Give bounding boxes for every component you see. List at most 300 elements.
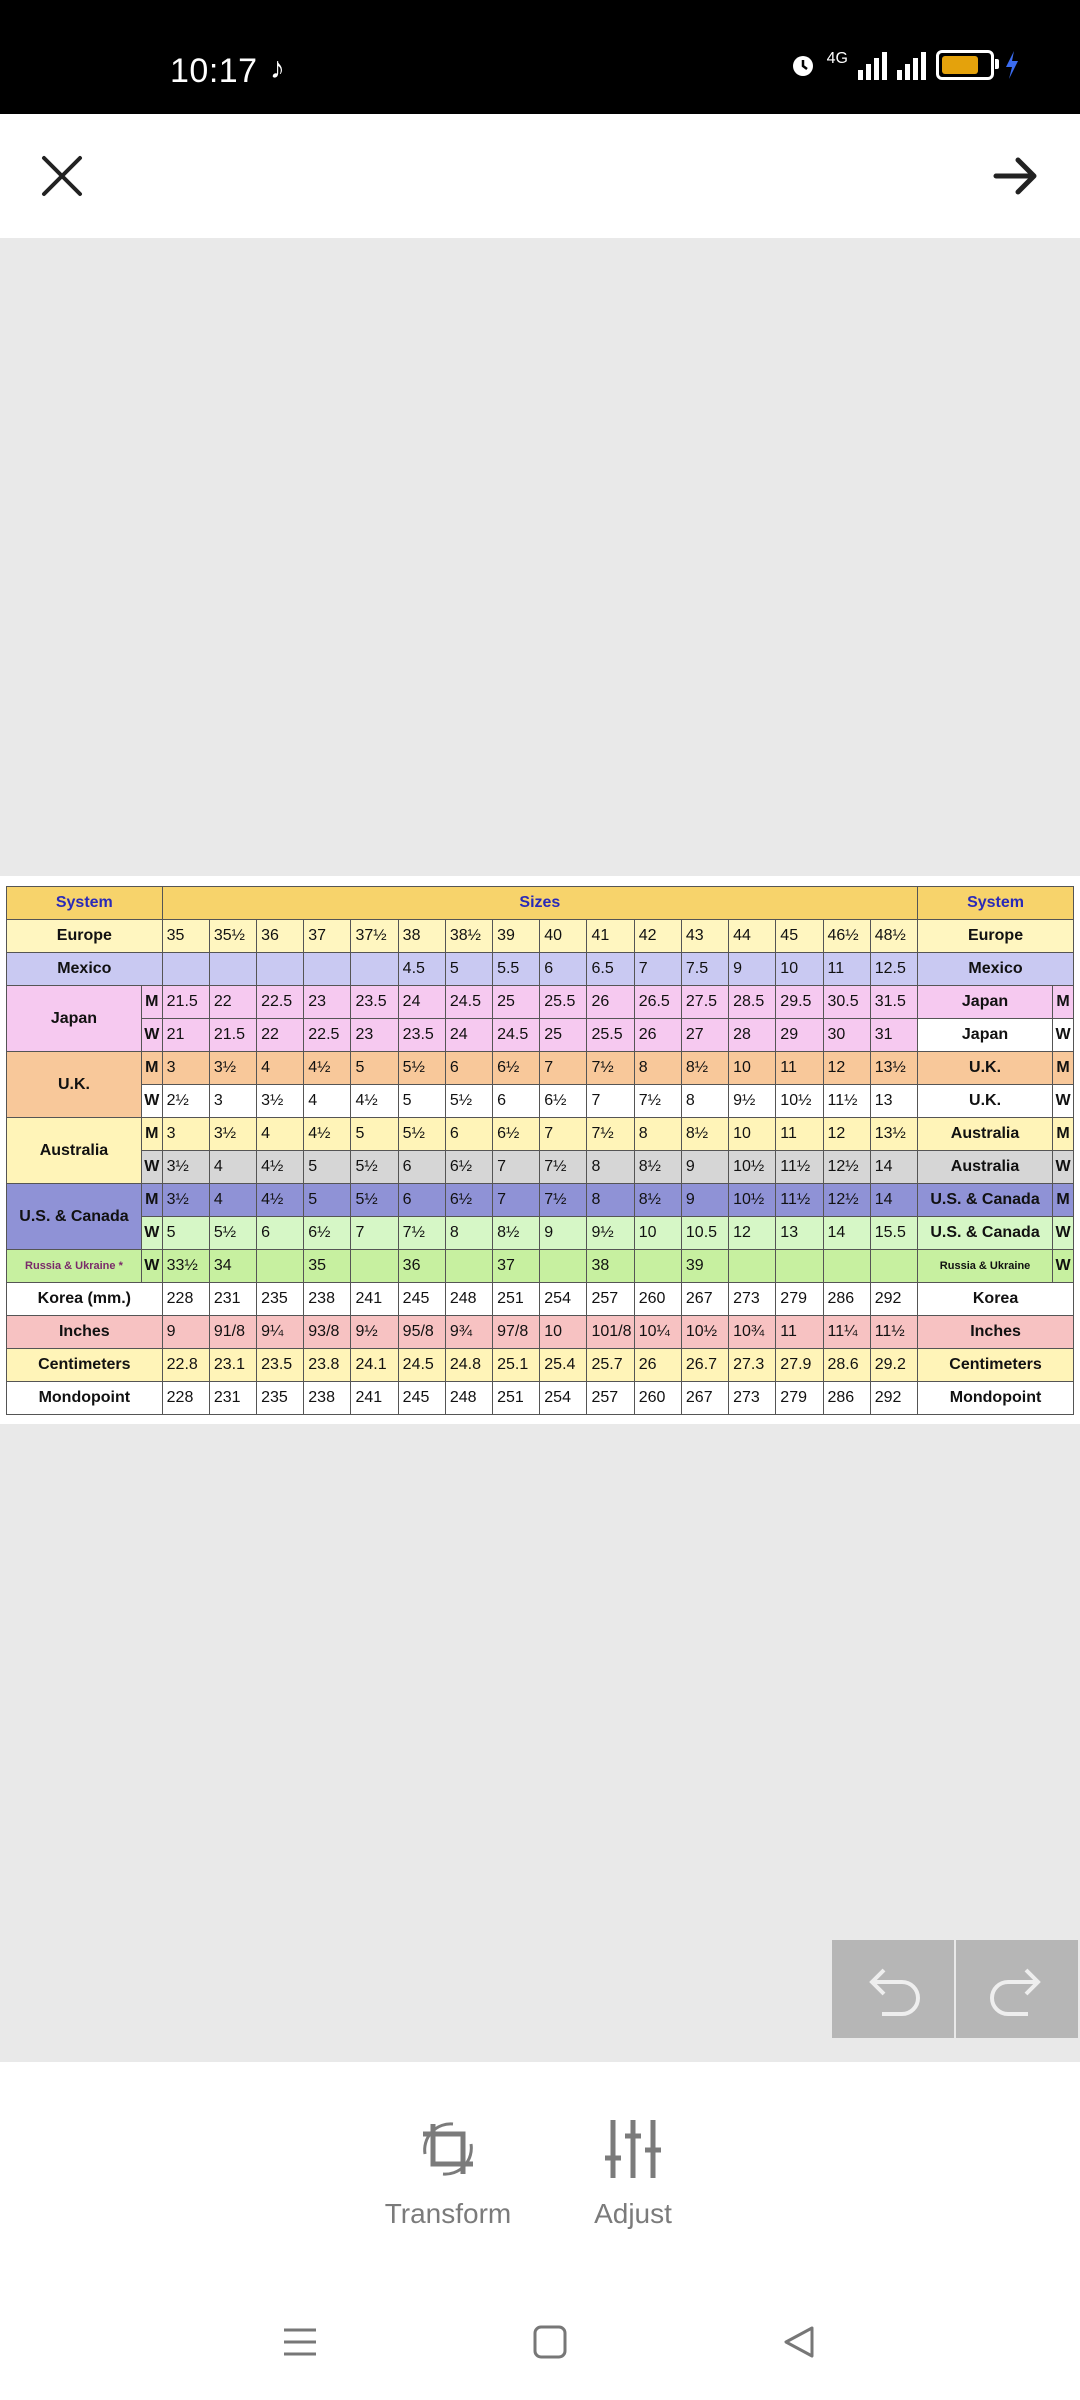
size-cell: 6.5 bbox=[587, 953, 634, 986]
size-cell: 5 bbox=[398, 1085, 445, 1118]
size-cell: 13 bbox=[776, 1217, 823, 1250]
size-cell: 22.8 bbox=[162, 1349, 209, 1382]
size-cell: 21.5 bbox=[162, 986, 209, 1019]
gender-label-right: W bbox=[1052, 1151, 1073, 1184]
crop-rotate-icon bbox=[413, 2114, 483, 2184]
size-cell: 4 bbox=[209, 1151, 256, 1184]
size-cell: 245 bbox=[398, 1283, 445, 1316]
size-cell: 29 bbox=[776, 1019, 823, 1052]
size-cell: 25.5 bbox=[587, 1019, 634, 1052]
size-cell bbox=[445, 1250, 492, 1283]
size-cell: 8½ bbox=[634, 1151, 681, 1184]
size-cell: 5 bbox=[351, 1118, 398, 1151]
back-icon[interactable] bbox=[780, 2324, 816, 2360]
size-cell: 11 bbox=[776, 1118, 823, 1151]
size-cell: 5 bbox=[304, 1184, 351, 1217]
size-cell: 7 bbox=[493, 1151, 540, 1184]
size-cell: 10½ bbox=[729, 1184, 776, 1217]
system-label-right: Russia & Ukraine bbox=[918, 1250, 1053, 1283]
size-cell: 292 bbox=[870, 1283, 917, 1316]
size-cell: 26.7 bbox=[681, 1349, 728, 1382]
size-cell: 21.5 bbox=[209, 1019, 256, 1052]
size-cell: 35½ bbox=[209, 920, 256, 953]
size-cell: 6 bbox=[398, 1184, 445, 1217]
system-label-right: Japan bbox=[918, 986, 1053, 1019]
size-cell: 39 bbox=[493, 920, 540, 953]
size-cell: 22 bbox=[257, 1019, 304, 1052]
size-cell: 6½ bbox=[493, 1118, 540, 1151]
size-cell bbox=[540, 1250, 587, 1283]
size-cell: 3½ bbox=[162, 1151, 209, 1184]
size-cell: 6 bbox=[445, 1052, 492, 1085]
system-label: Inches bbox=[7, 1316, 163, 1349]
size-cell: 251 bbox=[493, 1283, 540, 1316]
size-cell: 7.5 bbox=[681, 953, 728, 986]
size-cell: 23.8 bbox=[304, 1349, 351, 1382]
redo-button[interactable] bbox=[956, 1940, 1078, 2038]
size-cell bbox=[729, 1250, 776, 1283]
size-cell: 37 bbox=[304, 920, 351, 953]
size-cell bbox=[823, 1250, 870, 1283]
size-cell: 279 bbox=[776, 1283, 823, 1316]
system-label-right: U.S. & Canada bbox=[918, 1217, 1053, 1250]
gender-label-right: M bbox=[1052, 1052, 1073, 1085]
size-cell: 4 bbox=[304, 1085, 351, 1118]
size-cell: 8½ bbox=[493, 1217, 540, 1250]
size-cell: 8 bbox=[681, 1085, 728, 1118]
size-cell: 24.5 bbox=[398, 1349, 445, 1382]
size-row bbox=[7, 1349, 1074, 1382]
size-cell bbox=[776, 1250, 823, 1283]
size-cell: 10 bbox=[776, 953, 823, 986]
size-cell: 35 bbox=[304, 1250, 351, 1283]
system-label-right: Inches bbox=[918, 1316, 1074, 1349]
size-cell: 24.5 bbox=[445, 986, 492, 1019]
gender-label: M bbox=[141, 1052, 162, 1085]
size-cell: 27.3 bbox=[729, 1349, 776, 1382]
size-cell: 5½ bbox=[209, 1217, 256, 1250]
size-cell: 4 bbox=[209, 1184, 256, 1217]
size-row bbox=[7, 1184, 1074, 1217]
size-cell: 41 bbox=[587, 920, 634, 953]
size-cell: 33½ bbox=[162, 1250, 209, 1283]
size-cell: 97/8 bbox=[493, 1316, 540, 1349]
size-cell: 26 bbox=[634, 1349, 681, 1382]
undo-icon bbox=[832, 1940, 954, 2038]
size-cell: 23 bbox=[351, 1019, 398, 1052]
edit-toolbar bbox=[0, 2062, 1080, 2284]
size-cell: 24.1 bbox=[351, 1349, 398, 1382]
size-cell: 5½ bbox=[351, 1184, 398, 1217]
size-cell: 238 bbox=[304, 1283, 351, 1316]
size-cell: 260 bbox=[634, 1283, 681, 1316]
system-label-right: Mexico bbox=[918, 953, 1074, 986]
size-cell: 9 bbox=[540, 1217, 587, 1250]
size-cell: 231 bbox=[209, 1283, 256, 1316]
system-label-right: Australia bbox=[918, 1118, 1053, 1151]
gender-label-right: M bbox=[1052, 986, 1073, 1019]
gender-label: M bbox=[141, 986, 162, 1019]
size-cell: 9 bbox=[729, 953, 776, 986]
adjust-label: Adjust bbox=[594, 2198, 672, 2229]
size-cell: 5 bbox=[351, 1052, 398, 1085]
size-row bbox=[7, 1151, 1074, 1184]
size-cell: 12 bbox=[823, 1052, 870, 1085]
size-row bbox=[7, 1283, 1074, 1316]
size-cell: 5 bbox=[445, 953, 492, 986]
size-row bbox=[7, 1250, 1074, 1283]
size-cell: 31 bbox=[870, 1019, 917, 1052]
size-cell: 8 bbox=[587, 1151, 634, 1184]
gender-label-right: W bbox=[1052, 1019, 1073, 1052]
size-cell: 30.5 bbox=[823, 986, 870, 1019]
size-cell: 25.4 bbox=[540, 1349, 587, 1382]
size-cell: 7 bbox=[540, 1118, 587, 1151]
size-cell: 9½ bbox=[729, 1085, 776, 1118]
size-cell: 7 bbox=[540, 1052, 587, 1085]
gender-label: W bbox=[141, 1250, 162, 1283]
size-cell: 8½ bbox=[681, 1052, 728, 1085]
size-cell: 24 bbox=[398, 986, 445, 1019]
gender-label-right: W bbox=[1052, 1085, 1073, 1118]
status-icons bbox=[789, 50, 1020, 80]
size-cell: 48½ bbox=[870, 920, 917, 953]
size-row bbox=[7, 1118, 1074, 1151]
size-cell: 5.5 bbox=[493, 953, 540, 986]
size-cell: 10¼ bbox=[634, 1316, 681, 1349]
system-label-right: Korea bbox=[918, 1283, 1074, 1316]
system-label-right: U.K. bbox=[918, 1052, 1053, 1085]
size-cell: 39 bbox=[681, 1250, 728, 1283]
size-cell bbox=[162, 953, 209, 986]
size-cell: 4½ bbox=[257, 1184, 304, 1217]
size-cell: 12½ bbox=[823, 1184, 870, 1217]
size-cell: 95/8 bbox=[398, 1316, 445, 1349]
network-type-label: 4G bbox=[826, 50, 848, 67]
system-label: Australia bbox=[7, 1118, 142, 1184]
size-cell: 8 bbox=[445, 1217, 492, 1250]
size-cell: 3½ bbox=[209, 1118, 256, 1151]
size-cell bbox=[351, 953, 398, 986]
size-cell: 10½ bbox=[729, 1151, 776, 1184]
gender-label-right: M bbox=[1052, 1118, 1073, 1151]
size-cell: 25.1 bbox=[493, 1349, 540, 1382]
size-row bbox=[7, 1316, 1074, 1349]
size-cell: 42 bbox=[634, 920, 681, 953]
header-system-left: System bbox=[7, 887, 163, 920]
size-cell: 12½ bbox=[823, 1151, 870, 1184]
status-bar bbox=[0, 0, 1080, 114]
size-cell: 3½ bbox=[162, 1184, 209, 1217]
size-cell: 10½ bbox=[681, 1316, 728, 1349]
size-cell: 6½ bbox=[445, 1151, 492, 1184]
signal-icon-1 bbox=[858, 50, 887, 80]
system-label-right: Centimeters bbox=[918, 1349, 1074, 1382]
size-cell: 248 bbox=[445, 1283, 492, 1316]
size-cell: 11 bbox=[776, 1316, 823, 1349]
size-cell: 4½ bbox=[304, 1118, 351, 1151]
size-cell: 286 bbox=[823, 1382, 870, 1415]
gender-label: W bbox=[141, 1217, 162, 1250]
size-cell: 8½ bbox=[681, 1118, 728, 1151]
size-cell: 25.5 bbox=[540, 986, 587, 1019]
size-cell: 7½ bbox=[540, 1184, 587, 1217]
shoe-size-chart bbox=[6, 886, 1074, 1415]
gender-label-right: W bbox=[1052, 1250, 1073, 1283]
status-time: 10:17 bbox=[170, 52, 258, 90]
transform-tool[interactable] bbox=[368, 2114, 528, 2230]
size-cell: 245 bbox=[398, 1382, 445, 1415]
size-row bbox=[7, 1052, 1074, 1085]
size-cell: 40 bbox=[540, 920, 587, 953]
size-cell bbox=[870, 1250, 917, 1283]
size-cell: 6½ bbox=[304, 1217, 351, 1250]
size-cell: 10 bbox=[540, 1316, 587, 1349]
size-cell: 9½ bbox=[351, 1316, 398, 1349]
size-cell: 43 bbox=[681, 920, 728, 953]
size-cell: 23 bbox=[304, 986, 351, 1019]
size-cell: 45 bbox=[776, 920, 823, 953]
size-cell: 11 bbox=[823, 953, 870, 986]
size-cell: 10 bbox=[729, 1052, 776, 1085]
gender-label-right: M bbox=[1052, 1184, 1073, 1217]
size-cell: 10.5 bbox=[681, 1217, 728, 1250]
size-cell bbox=[257, 1250, 304, 1283]
size-cell: 25.7 bbox=[587, 1349, 634, 1382]
size-cell: 36 bbox=[257, 920, 304, 953]
size-cell: 7½ bbox=[587, 1118, 634, 1151]
system-label-right: U.K. bbox=[918, 1085, 1053, 1118]
size-cell: 11½ bbox=[870, 1316, 917, 1349]
size-cell: 241 bbox=[351, 1283, 398, 1316]
size-cell: 44 bbox=[729, 920, 776, 953]
size-cell: 6½ bbox=[540, 1085, 587, 1118]
size-cell: 238 bbox=[304, 1382, 351, 1415]
size-cell: 3½ bbox=[257, 1085, 304, 1118]
signal-icon-2 bbox=[897, 50, 926, 80]
system-label: Japan bbox=[7, 986, 142, 1052]
size-cell: 248 bbox=[445, 1382, 492, 1415]
size-cell: 7½ bbox=[587, 1052, 634, 1085]
size-cell: 13 bbox=[870, 1085, 917, 1118]
size-cell: 7½ bbox=[634, 1085, 681, 1118]
size-cell: 29.2 bbox=[870, 1349, 917, 1382]
size-cell: 24.8 bbox=[445, 1349, 492, 1382]
system-label: Centimeters bbox=[7, 1349, 163, 1382]
size-cell: 8 bbox=[634, 1118, 681, 1151]
size-cell: 3 bbox=[162, 1052, 209, 1085]
size-cell: 30 bbox=[823, 1019, 870, 1052]
editor-canvas bbox=[0, 238, 1080, 2062]
size-cell: 23.1 bbox=[209, 1349, 256, 1382]
size-cell: 5 bbox=[162, 1217, 209, 1250]
gender-label: M bbox=[141, 1184, 162, 1217]
size-cell: 37 bbox=[493, 1250, 540, 1283]
system-label: U.K. bbox=[7, 1052, 142, 1118]
system-label: Mondopoint bbox=[7, 1382, 163, 1415]
gender-label: W bbox=[141, 1085, 162, 1118]
size-cell: 257 bbox=[587, 1283, 634, 1316]
size-cell: 28 bbox=[729, 1019, 776, 1052]
transform-label: Transform bbox=[384, 2198, 512, 2229]
system-label-right: Japan bbox=[918, 1019, 1053, 1052]
close-icon[interactable] bbox=[36, 150, 88, 202]
size-cell: 3½ bbox=[209, 1052, 256, 1085]
size-cell: 12.5 bbox=[870, 953, 917, 986]
size-cell: 35 bbox=[162, 920, 209, 953]
sliders-icon bbox=[598, 2114, 668, 2184]
size-cell: 6 bbox=[540, 953, 587, 986]
size-cell: 101/8 bbox=[587, 1316, 634, 1349]
size-cell: 10¾ bbox=[729, 1316, 776, 1349]
redo-icon bbox=[956, 1940, 1078, 2038]
undo-button[interactable] bbox=[832, 1940, 954, 2038]
size-cell: 228 bbox=[162, 1283, 209, 1316]
size-cell: 13½ bbox=[870, 1052, 917, 1085]
size-cell: 8½ bbox=[634, 1184, 681, 1217]
adjust-tool[interactable] bbox=[553, 2114, 713, 2230]
gender-label-right: W bbox=[1052, 1217, 1073, 1250]
system-label-right: U.S. & Canada bbox=[918, 1184, 1053, 1217]
size-cell: 11½ bbox=[823, 1085, 870, 1118]
size-cell: 6½ bbox=[445, 1184, 492, 1217]
size-cell: 9 bbox=[681, 1184, 728, 1217]
size-cell: 22 bbox=[209, 986, 256, 1019]
size-cell: 25 bbox=[493, 986, 540, 1019]
size-cell: 28.5 bbox=[729, 986, 776, 1019]
size-cell: 26 bbox=[587, 986, 634, 1019]
size-cell: 279 bbox=[776, 1382, 823, 1415]
size-cell: 27.5 bbox=[681, 986, 728, 1019]
size-cell: 7 bbox=[493, 1184, 540, 1217]
size-cell: 273 bbox=[729, 1382, 776, 1415]
size-cell: 235 bbox=[257, 1283, 304, 1316]
size-cell bbox=[351, 1250, 398, 1283]
size-cell: 12 bbox=[823, 1118, 870, 1151]
size-cell: 14 bbox=[870, 1184, 917, 1217]
arrow-right-icon[interactable] bbox=[990, 150, 1042, 202]
edited-image[interactable] bbox=[0, 876, 1080, 1424]
size-cell bbox=[634, 1250, 681, 1283]
size-cell: 6 bbox=[257, 1217, 304, 1250]
size-cell: 7½ bbox=[540, 1151, 587, 1184]
size-cell: 4 bbox=[257, 1052, 304, 1085]
size-row bbox=[7, 1085, 1074, 1118]
system-label: U.S. & Canada bbox=[7, 1184, 142, 1250]
size-cell: 5½ bbox=[398, 1118, 445, 1151]
size-cell: 38 bbox=[587, 1250, 634, 1283]
size-cell: 10 bbox=[634, 1217, 681, 1250]
size-cell: 21 bbox=[162, 1019, 209, 1052]
size-cell: 5½ bbox=[398, 1052, 445, 1085]
size-cell: 9¾ bbox=[445, 1316, 492, 1349]
size-cell: 29.5 bbox=[776, 986, 823, 1019]
home-icon[interactable] bbox=[532, 2324, 568, 2360]
tiktok-notification-icon: ♪ bbox=[270, 52, 285, 85]
gender-label: M bbox=[141, 1118, 162, 1151]
editor-header bbox=[0, 114, 1080, 238]
size-cell: 10 bbox=[729, 1118, 776, 1151]
size-cell: 10½ bbox=[776, 1085, 823, 1118]
size-cell: 273 bbox=[729, 1283, 776, 1316]
size-cell: 267 bbox=[681, 1283, 728, 1316]
size-cell: 11½ bbox=[776, 1151, 823, 1184]
size-cell: 251 bbox=[493, 1382, 540, 1415]
size-cell: 241 bbox=[351, 1382, 398, 1415]
size-cell: 7 bbox=[587, 1085, 634, 1118]
size-cell: 24 bbox=[445, 1019, 492, 1052]
size-cell bbox=[209, 953, 256, 986]
size-cell: 5½ bbox=[445, 1085, 492, 1118]
size-cell: 91/8 bbox=[209, 1316, 256, 1349]
battery-level bbox=[942, 56, 978, 74]
size-cell: 24.5 bbox=[493, 1019, 540, 1052]
size-cell: 8 bbox=[587, 1184, 634, 1217]
system-label-right: Australia bbox=[918, 1151, 1053, 1184]
size-cell: 286 bbox=[823, 1283, 870, 1316]
size-cell: 93/8 bbox=[304, 1316, 351, 1349]
size-cell: 4.5 bbox=[398, 953, 445, 986]
size-cell bbox=[257, 953, 304, 986]
size-cell: 34 bbox=[209, 1250, 256, 1283]
size-cell: 4½ bbox=[257, 1151, 304, 1184]
size-row bbox=[7, 986, 1074, 1019]
size-cell: 254 bbox=[540, 1382, 587, 1415]
size-cell: 13½ bbox=[870, 1118, 917, 1151]
size-cell: 235 bbox=[257, 1382, 304, 1415]
header-sizes: Sizes bbox=[162, 887, 917, 920]
system-label: Europe bbox=[7, 920, 163, 953]
size-cell: 2½ bbox=[162, 1085, 209, 1118]
size-cell: 6 bbox=[398, 1151, 445, 1184]
size-cell bbox=[304, 953, 351, 986]
size-cell: 4½ bbox=[351, 1085, 398, 1118]
size-cell: 260 bbox=[634, 1382, 681, 1415]
size-cell: 26 bbox=[634, 1019, 681, 1052]
size-cell: 11 bbox=[776, 1052, 823, 1085]
size-cell: 46½ bbox=[823, 920, 870, 953]
size-cell: 9 bbox=[681, 1151, 728, 1184]
menu-icon[interactable] bbox=[282, 2324, 318, 2360]
size-cell: 292 bbox=[870, 1382, 917, 1415]
size-cell: 7½ bbox=[398, 1217, 445, 1250]
size-cell: 5½ bbox=[351, 1151, 398, 1184]
size-cell: 25 bbox=[540, 1019, 587, 1052]
system-label: Russia & Ukraine * bbox=[7, 1250, 142, 1283]
size-cell: 231 bbox=[209, 1382, 256, 1415]
size-row bbox=[7, 920, 1074, 953]
size-cell: 6½ bbox=[493, 1052, 540, 1085]
size-row bbox=[7, 1019, 1074, 1052]
size-cell: 6 bbox=[493, 1085, 540, 1118]
system-label-right: Europe bbox=[918, 920, 1074, 953]
size-cell: 8 bbox=[634, 1052, 681, 1085]
size-cell: 7 bbox=[634, 953, 681, 986]
size-cell: 9½ bbox=[587, 1217, 634, 1250]
charging-icon bbox=[1004, 51, 1020, 79]
system-label: Mexico bbox=[7, 953, 163, 986]
alarm-icon bbox=[789, 51, 817, 79]
size-cell: 36 bbox=[398, 1250, 445, 1283]
battery-icon bbox=[936, 50, 994, 80]
size-cell: 6 bbox=[445, 1118, 492, 1151]
size-cell: 23.5 bbox=[257, 1349, 304, 1382]
size-cell: 28.6 bbox=[823, 1349, 870, 1382]
size-cell: 27.9 bbox=[776, 1349, 823, 1382]
system-label: Korea (mm.) bbox=[7, 1283, 163, 1316]
size-cell: 5 bbox=[304, 1151, 351, 1184]
chart-header-row bbox=[7, 887, 1074, 920]
